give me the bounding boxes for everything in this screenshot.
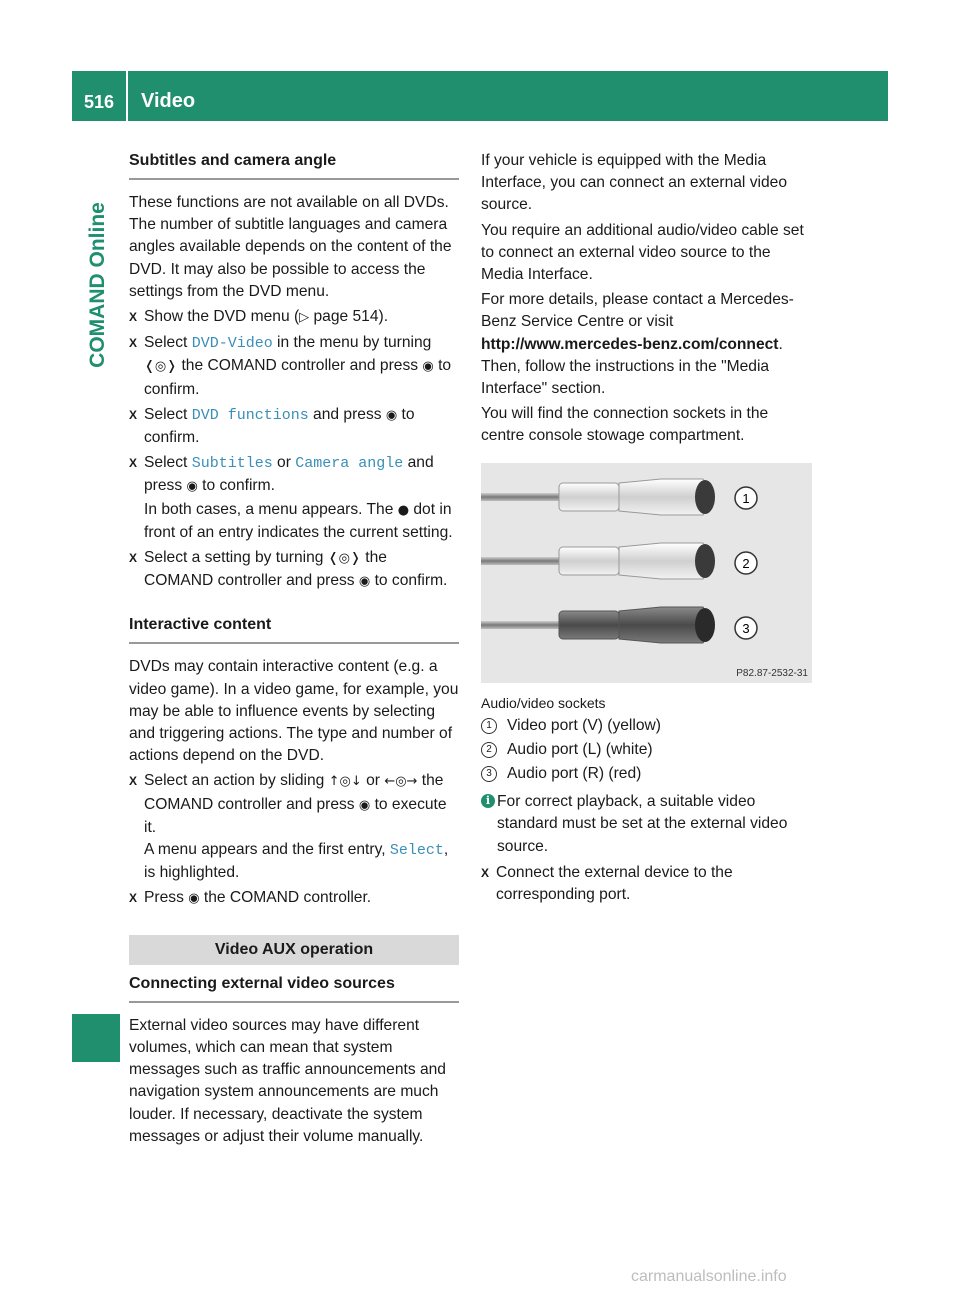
callout-2 [735,552,757,574]
page-number: 516 [83,92,115,112]
media-interface-para: If your vehicle is equipped with the Media Interface, you can connect an external video source. [481,152,788,214]
figure-code: P82.87-2532-31 [736,667,808,679]
legend-number: 2 [481,742,497,758]
legend-item: 2 Audio port (L) (white) [481,739,812,761]
step-marker: X [129,407,138,422]
interactive-heading: Interactive content [129,616,272,634]
step-item: X Select an action by sliding ↑◎↓ or ←◎→ the COMAND controller and press ◉ to execute it. A menu appears and the first entry, Select, is highlighted. [129,772,449,882]
svg-text:1: 1 [742,490,750,506]
step-marker: X [129,774,138,789]
legend-item: 1 Video port (V) (yellow) [481,715,812,737]
step-marker: X [129,891,138,906]
header-separator [126,71,128,121]
socket-video-plug [481,479,715,515]
left-column [129,150,459,1151]
aux-section-bar: Video AUX operation [129,935,459,965]
subtitles-intro: These functions are not available on all DVDs. The number of subtitle languages and camera angles available depends on the content of the DVD. It may also be possible to access the settings from the DVD menu. [129,194,452,300]
heading-rule [129,178,459,180]
socket-audio-left-plug [481,543,715,579]
svg-text:3: 3 [742,620,750,636]
step-marker: X [481,865,490,880]
press-controller-icon: ◉ [358,797,371,813]
details-para: For more details, please contact a Mercedes-Benz Service Centre or visit http://www.mercedes-benz.com/connect. Then, follow the instructions in the "Media Interface" section. [481,291,794,398]
callout-3 [735,617,757,639]
heading-rule [129,642,459,644]
turn-controller-icon: ❬◎❭ [144,359,178,375]
connect-link[interactable]: http://www.mercedes-benz.com/connect [481,335,779,353]
step-item: X Connect the external device to the corresponding port. [481,863,733,904]
sockets-figure [481,463,812,683]
aux-body: External video sources may have different volumes, which can mean that system messages such as traffic announcements and navigation system announcements are much louder. If necessary, deactivate the system messages or adjust their volume manually. [129,1016,446,1145]
sockets-illustration [481,463,812,683]
step-marker: X [129,456,138,471]
legend-item: 3 Audio port (R) (red) [481,763,812,785]
dot-icon: ● [397,502,410,518]
menu-item-select: Select [389,842,444,860]
interactive-intro: DVDs may contain interactive content (e.g. a video game). In a video game, for example, you may be able to influence events by selecting and triggering actions. The type and number of actions depend on the DVD. [129,658,459,765]
figure-caption: Audio/video sockets [481,694,606,711]
right-column [481,150,812,909]
menu-item-camera-angle: Camera angle [295,455,404,473]
press-controller-icon: ◉ [422,359,434,375]
side-tab-label: COMAND Online [86,202,109,368]
step-item: X Select Subtitles or Camera angle and press ◉ to confirm. In both cases, a menu appears. The ● dot in front of an entry indicates the current setting. [129,454,453,541]
cable-para: You require an additional audio/video cable set to connect an external video source to the Media Interface. [481,221,804,284]
legend-number: 1 [481,718,497,734]
press-controller-icon: ◉ [385,407,398,423]
press-controller-icon: ◉ [186,479,198,495]
socket-audio-right-plug [481,607,715,643]
sockets-para: You will find the connection sockets in the centre console stowage compartment. [481,405,769,445]
side-tab-marker [72,1014,120,1062]
info-note: i For correct playback, a suitable video standard must be set at the external video source. [481,791,812,858]
svg-text:2: 2 [742,555,750,571]
step-item: X Press ◉ the COMAND controller. [129,887,459,910]
aux-heading: Connecting external video sources [129,974,395,992]
page-ref-arrow-icon: ▷ [299,310,310,326]
step-marker: X [129,310,138,325]
menu-item-dvd-functions: DVD functions [191,406,309,424]
subtitles-heading: Subtitles and camera angle [129,152,337,169]
watermark: carmanualsonline.info [631,1268,787,1285]
menu-item-dvd-video: DVD-Video [191,335,273,353]
step-item: X Select DVD functions and press ◉ to confirm. [129,405,415,447]
step-item: X Show the DVD menu (▷ page 514). [129,306,459,329]
turn-controller-icon: ❬◎❭ [327,551,361,567]
press-controller-icon: ◉ [358,574,371,590]
legend-number: 3 [481,766,497,782]
press-controller-icon: ◉ [188,891,200,907]
step-item: X Select a setting by turning ❬◎❭ the COMAND controller and press ◉ to confirm. [129,549,448,590]
info-icon: i [481,794,495,808]
section-title: Video [141,90,196,112]
menu-item-subtitles: Subtitles [191,455,273,473]
callout-1 [735,487,757,509]
step-marker: X [129,336,138,351]
step-marker: X [129,551,138,566]
slide-left-right-icon: ←◎→ [384,774,418,790]
step-item: X Select DVD-Video in the menu by turning ❬◎❭ the COMAND controller and press ◉ to confirm. [129,334,452,398]
slide-up-down-icon: ↑◎↓ [328,774,362,790]
heading-rule [129,1001,459,1003]
